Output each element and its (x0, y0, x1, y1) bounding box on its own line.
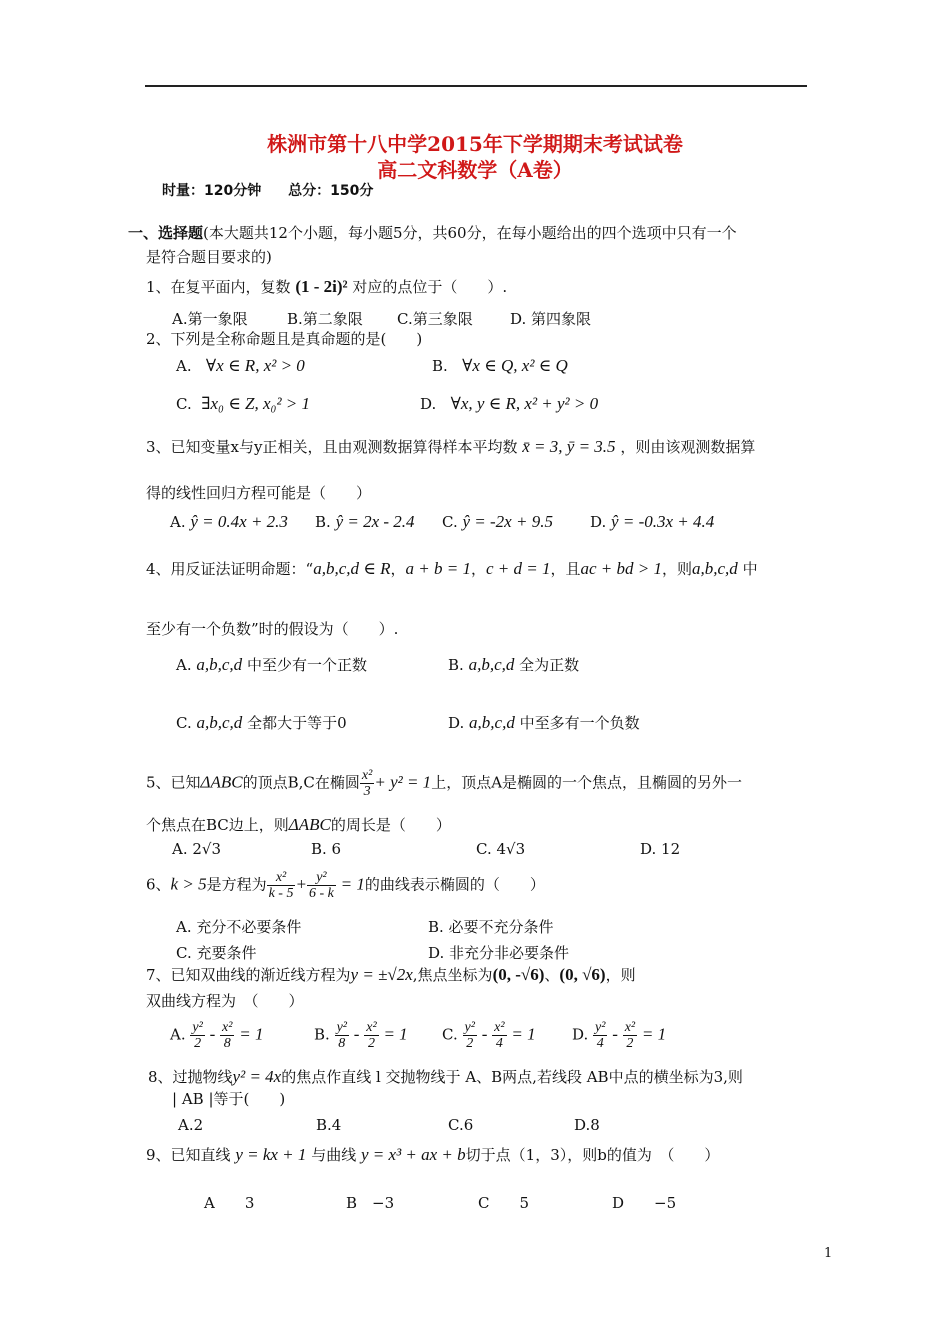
q4-pre: 4、用反证法证明命题：“ (146, 560, 314, 578)
q7-stem-line2: 双曲线方程为 （ ） (146, 992, 304, 1010)
q4-a-label: A. (176, 656, 192, 674)
section-intro-line2: 是符合题目要求的) (146, 248, 272, 266)
q7-a-frac-2 (220, 1020, 234, 1051)
q3-a-math: ŷ = 0.4x + 2.3 (190, 512, 288, 531)
q9-pre: 9、已知直线 (146, 1146, 231, 1164)
q3-pre: 3、已知变量x与y正相关，且由观测数据算得样本平均数 (146, 438, 518, 456)
q6-post: 的曲线表示椭圆的（ ） (364, 875, 545, 894)
q1-post: 对应的点位于（ ）. (352, 278, 508, 296)
q4-stem (146, 558, 758, 579)
q9-option-b: B −3 (346, 1194, 395, 1212)
q5-option-a: A. 2√3 (172, 840, 222, 858)
q1-pre: 1、在复平面内，复数 (146, 278, 291, 296)
q9-line: y = kx + 1 (235, 1145, 307, 1164)
q5-frac-den: 3 (363, 784, 371, 799)
q7-b-n1: y² (336, 1020, 347, 1035)
q7-option-b (314, 1020, 408, 1051)
q7-a-eq: = 1 (239, 1024, 264, 1044)
q4-sep3: ，且 (550, 560, 581, 578)
q2-d-math: ∀x, y ∈ R, x² + y² > 0 (450, 394, 599, 413)
q6-fraction-1 (267, 870, 296, 901)
q5-option-b: B. 6 (311, 840, 342, 858)
q7-d-d2: 2 (626, 1036, 634, 1051)
q1-option-c: C.第三象限 (397, 310, 473, 328)
exam-title: 株洲市第十八中学2015年下学期期末考试试卷 (267, 132, 683, 156)
q4-option-d (448, 712, 640, 733)
q4-option-b (448, 654, 579, 675)
q5-line2-pre: 个焦点在BC边上，则 (146, 816, 289, 834)
q4-option-a (176, 654, 367, 675)
q1-option-d: D. 第四象限 (510, 310, 592, 328)
q9-stem (146, 1144, 719, 1165)
q3-option-a (170, 512, 288, 532)
q6-plus: + (295, 874, 307, 894)
q2-option-a (176, 356, 305, 376)
q7-c-eq: = 1 (511, 1024, 536, 1044)
q7-c-label: C. (442, 1025, 458, 1044)
q4-c-label: C. (176, 714, 192, 732)
page-number: 1 (824, 1246, 833, 1261)
q3-b-math: ŷ = 2x - 2.4 (335, 512, 415, 531)
header-rule (145, 85, 807, 87)
q1-expr: (1 - 2i)² (295, 277, 348, 296)
q3-means: x̄ = 3, ȳ = 3.5 (522, 437, 616, 456)
q7-a-frac-1 (190, 1020, 204, 1051)
q7-c-n1: y² (464, 1020, 475, 1035)
q2-stem: 2、下列是全称命题且是真命题的是( ) (146, 330, 423, 348)
q7-c-minus: - (481, 1024, 488, 1044)
q4-m2: a + b = 1 (405, 559, 471, 578)
q7-b-minus: - (353, 1024, 360, 1044)
q3-stem-line2: 得的线性回归方程可能是（ ） (146, 484, 372, 502)
q6-eq: = 1 (340, 874, 365, 894)
q3-d-math: ŷ = -0.3x + 4.4 (611, 512, 715, 531)
q7-d-eq: = 1 (641, 1024, 667, 1044)
q4-d-label: D. (448, 714, 465, 732)
q4-b-text: 全为正数 (519, 656, 580, 674)
q7-a-minus: - (209, 1024, 216, 1044)
q6-option-c: C. 充要条件 (176, 944, 257, 962)
q6-f1-num: x² (267, 870, 296, 886)
q3-c-label: C. (442, 513, 458, 531)
q3-b-label: B. (315, 513, 331, 531)
q7-c-n2: x² (494, 1020, 505, 1035)
q7-a-n1: y² (192, 1020, 203, 1035)
q8-pre: 8、过抛物线 (148, 1068, 233, 1086)
q2-b-label: B. (432, 357, 448, 375)
q4-m3: c + d = 1 (485, 559, 551, 578)
q7-b-eq: = 1 (383, 1024, 408, 1044)
q6-fraction-2 (307, 870, 336, 901)
q3-a-label: A. (170, 513, 186, 531)
q7-b-frac-2 (364, 1020, 378, 1051)
q8-stem (148, 1066, 743, 1087)
q4-d-text: 中至多有一个负数 (519, 714, 640, 732)
q7-focus-2: (0, √6) (559, 965, 606, 984)
q8-option-d: D.8 (574, 1116, 600, 1134)
q7-stem (146, 964, 636, 985)
q7-c-d2: 4 (495, 1036, 503, 1051)
q7-d-label: D. (572, 1025, 589, 1044)
q7-b-d1: 8 (338, 1036, 346, 1051)
exam-time: 时量：120分钟 (162, 183, 262, 199)
q5-post: 上，顶点A是椭圆的一个焦点，且椭圆的另外一 (431, 773, 743, 792)
q8-post: 的焦点作直线 l 交抛物线于 A、B两点,若线段 AB中点的横坐标为3,则 (281, 1068, 743, 1086)
q7-focus-1: (0, -√6) (492, 965, 545, 984)
q7-b-label: B. (314, 1025, 330, 1044)
q7-a-d2: 8 (223, 1036, 231, 1051)
q3-option-c (442, 512, 553, 532)
q8-option-b: B.4 (316, 1116, 342, 1134)
q7-asymptote: y = ±√2x (350, 965, 413, 984)
section-label: 一、选择题 (128, 224, 204, 242)
q6-option-d: D. 非充分非必要条件 (428, 944, 570, 962)
q5-option-c: C. 4√3 (476, 840, 526, 858)
q4-sep4: ，则 (661, 560, 692, 578)
q9-option-d: D −5 (612, 1194, 677, 1212)
q6-option-b: B. 必要不充分条件 (428, 918, 554, 936)
q7-sep: 、 (544, 966, 560, 984)
q5-frac-num: x² (361, 768, 373, 783)
q2-b-math: ∀x ∈ Q, x² ∈ Q (462, 356, 568, 375)
q1-stem (146, 276, 507, 297)
q4-c-text: 全都大于等于0 (247, 714, 347, 732)
q2-d-label: D. (420, 395, 437, 413)
section-intro-line1 (128, 222, 737, 243)
q8-option-a: A.2 (178, 1116, 204, 1134)
q6-cond: k > 5 (170, 874, 207, 894)
q3-stem (146, 436, 755, 457)
q2-option-c (176, 394, 310, 414)
q4-option-c (176, 712, 347, 733)
q6-f1-den: k - 5 (268, 886, 294, 901)
q6-mid: 是方程为 (206, 875, 267, 894)
q6-f2-num: y² (307, 870, 336, 886)
q3-post: ，则由该观测数据算 (620, 438, 756, 456)
q7-d-frac-1 (593, 1020, 607, 1051)
q7-b-frac-1 (335, 1020, 349, 1051)
q7-d-minus: - (612, 1024, 618, 1044)
q7-d-d1: 4 (596, 1036, 604, 1051)
q5-pre: 5、已知 (146, 773, 201, 792)
q4-stem-line2: 至少有一个负数”时的假设为（ ）. (146, 620, 399, 638)
q2-a-math: ∀x ∈ R, x² > 0 (205, 356, 305, 375)
q4-m4: ac + bd > 1 (580, 559, 662, 578)
q6-option-a: A. 充分不必要条件 (176, 918, 302, 936)
q8-parabola: y² = 4x (232, 1067, 282, 1086)
q2-a-label: A. (176, 357, 192, 375)
q9-post: ，则b的值为 （ ） (567, 1146, 720, 1164)
q4-end: 中 (742, 560, 758, 578)
q6-f2-den: 6 - k (308, 886, 334, 901)
q9-curve: y = x³ + ax + b (361, 1145, 466, 1164)
exam-meta (162, 180, 395, 200)
q4-m1: a,b,c,d ∈ R (313, 559, 391, 578)
q9-option-a: A 3 (204, 1194, 255, 1212)
q7-a-d1: 2 (194, 1036, 202, 1051)
q9-option-c: C 5 (478, 1194, 530, 1212)
q5-option-d: D. 12 (640, 840, 681, 858)
q7-post: ，则 (605, 966, 636, 984)
q3-option-b (315, 512, 415, 532)
q4-sep1: ， (390, 560, 406, 578)
q7-option-d (572, 1020, 666, 1051)
q5-stem (146, 768, 742, 799)
q4-b-math: a,b,c,d (468, 655, 515, 674)
exam-score: 总分：150分 (288, 183, 374, 199)
q5-mid: 的顶点B,C在椭圆 (242, 773, 360, 792)
q1-option-b: B.第二象限 (287, 310, 363, 328)
q4-c-math: a,b,c,d (196, 713, 243, 732)
q3-d-label: D. (590, 513, 607, 531)
q7-d-n2: x² (624, 1020, 636, 1035)
q7-mid: ,焦点坐标为 (412, 966, 493, 984)
q5-eq-tail: + y² = 1 (374, 772, 432, 792)
q5-line2-post: 的周长是（ ） (330, 816, 451, 834)
q3-option-d (590, 512, 714, 532)
q2-option-d (420, 394, 598, 414)
q7-a-n2: x² (222, 1020, 233, 1035)
q7-c-d1: 2 (466, 1036, 474, 1051)
q7-d-frac-2 (623, 1020, 637, 1051)
q7-option-c (442, 1020, 536, 1051)
q1-option-a: A.第一象限 (172, 310, 248, 328)
q7-c-frac-1 (463, 1020, 477, 1051)
q9-mid: 与曲线 (311, 1146, 357, 1164)
q3-c-math: ŷ = -2x + 9.5 (462, 512, 553, 531)
q4-a-text: 中至少有一个正数 (246, 656, 367, 674)
q4-b-label: B. (448, 656, 464, 674)
q8-option-c: C.6 (448, 1116, 474, 1134)
q2-option-b (432, 356, 568, 376)
q6-pre: 6、 (146, 875, 171, 894)
q4-m5: a,b,c,d (692, 559, 738, 578)
q7-option-a (170, 1020, 263, 1051)
q5-line2-triangle: ΔABC (288, 815, 331, 834)
q7-a-label: A. (170, 1025, 186, 1044)
q8-stem-line2: | AB |等于( ) (172, 1090, 286, 1108)
q9-point: 切于点（1，3） (465, 1146, 568, 1164)
q7-d-n1: y² (595, 1020, 606, 1035)
exam-subtitle: 高二文科数学（A卷） (377, 158, 573, 182)
q5-fraction (360, 768, 374, 799)
q5-triangle: ΔABC (200, 772, 243, 792)
q6-stem (146, 870, 545, 901)
q7-b-d2: 2 (367, 1036, 375, 1051)
q7-c-frac-2 (492, 1020, 506, 1051)
q4-d-math: a,b,c,d (469, 713, 515, 732)
q7-pre: 7、已知双曲线的渐近线方程为 (146, 966, 351, 984)
q4-a-math: a,b,c,d (196, 655, 243, 674)
q4-sep2: ， (470, 560, 486, 578)
q5-stem-line2 (146, 814, 451, 835)
q2-c-math: ∃x₀ ∈ Z, x₀² > 1 (201, 394, 311, 413)
section-intro: (本大题共12个小题，每小题5分，共60分，在每小题给出的四个选项中只有一个 (203, 224, 737, 242)
q2-c-label: C. (176, 395, 192, 413)
q7-b-n2: x² (366, 1020, 377, 1035)
